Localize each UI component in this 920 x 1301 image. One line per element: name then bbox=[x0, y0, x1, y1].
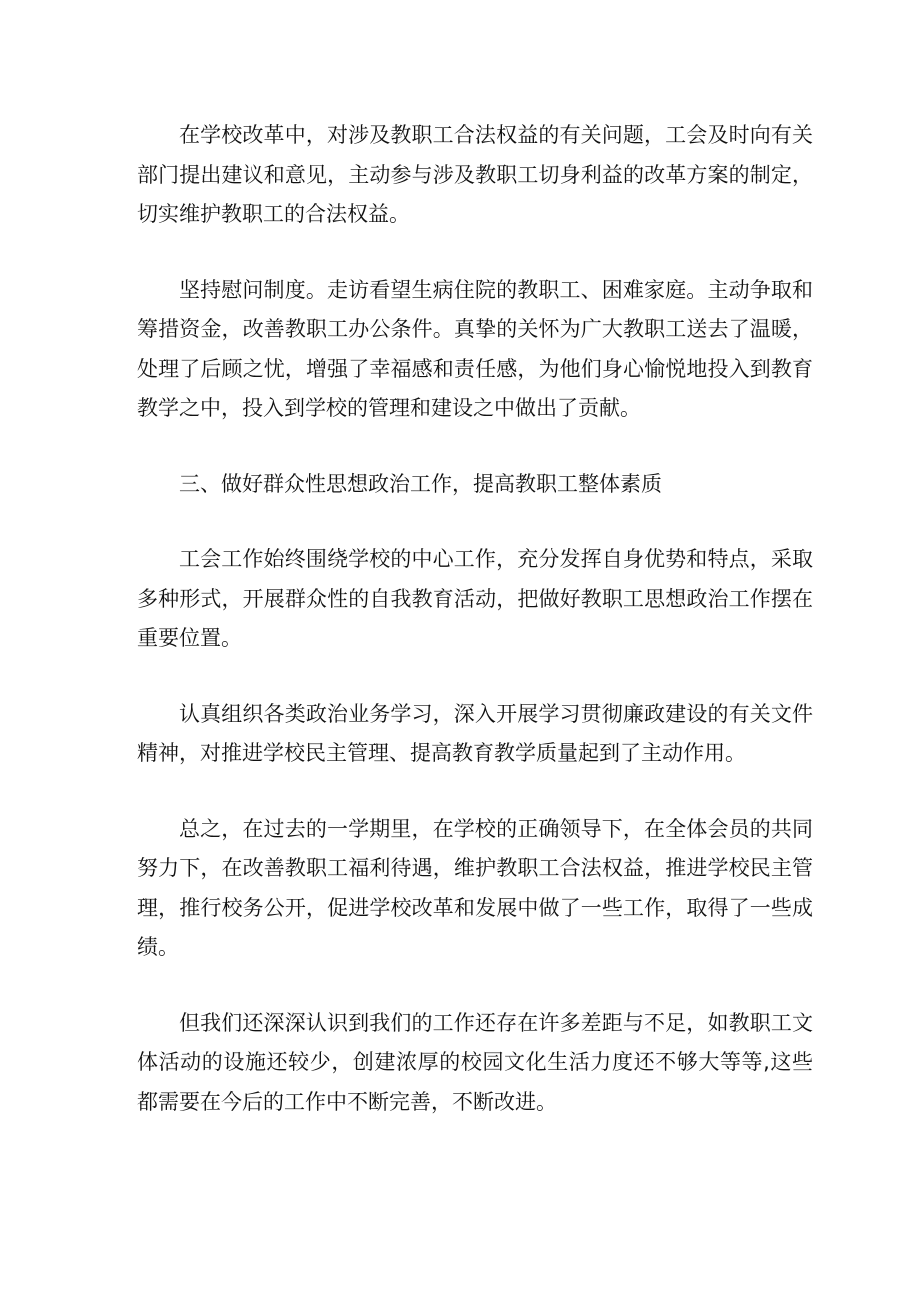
paragraph-condolence-system: 坚持慰问制度。走访看望生病住院的教职工、困难家庭。主动争取和筹措资金，改善教职工办公条件。真挚的关怀为广大教职工送去了温暖，处理了后顾之忧，增强了幸福感和责任感，为他们身心愉悦地投入到教育教学之中，投入到学校的管理和建设之中做出了贡献。 bbox=[137, 277, 813, 420]
paragraph-rights-protection: 在学校改革中，对涉及教职工合法权益的有关问题，工会及时向有关部门提出建议和意见，主动参与涉及教职工切身利益的改革方案的制定，切实维护教职工的合法权益。 bbox=[137, 123, 813, 226]
document-body bbox=[137, 116, 813, 1158]
section-heading-three: 三、做好群众性思想政治工作，提高教职工整体素质 bbox=[179, 471, 662, 496]
paragraph-union-work: 工会工作始终围绕学校的中心工作，充分发挥自身优势和特点，采取多种形式，开展群众性的自我教育活动，把做好教职工思想政治工作摆在重要位置。 bbox=[137, 547, 813, 650]
paragraph-political-study: 认真组织各类政治业务学习，深入开展学习贯彻廉政建设的有关文件精神，对推进学校民主管理、提高教育教学质量起到了主动作用。 bbox=[137, 701, 813, 765]
paragraph-shortcomings: 但我们还深深认识到我们的工作还存在许多差距与不足，如教职工文体活动的设施还较少，创建浓厚的校园文化生活力度还不够大等等,这些都需要在今后的工作中不断完善，不断改进。 bbox=[137, 1010, 813, 1114]
paragraph-summary: 总之，在过去的一学期里，在学校的正确领导下，在全体会员的共同努力下，在改善教职工福利待遇，维护教职工合法权益，推进学校民主管理，推行校务公开，促进学校改革和发展中做了一些工作，取得了一些成绩。 bbox=[137, 816, 813, 959]
